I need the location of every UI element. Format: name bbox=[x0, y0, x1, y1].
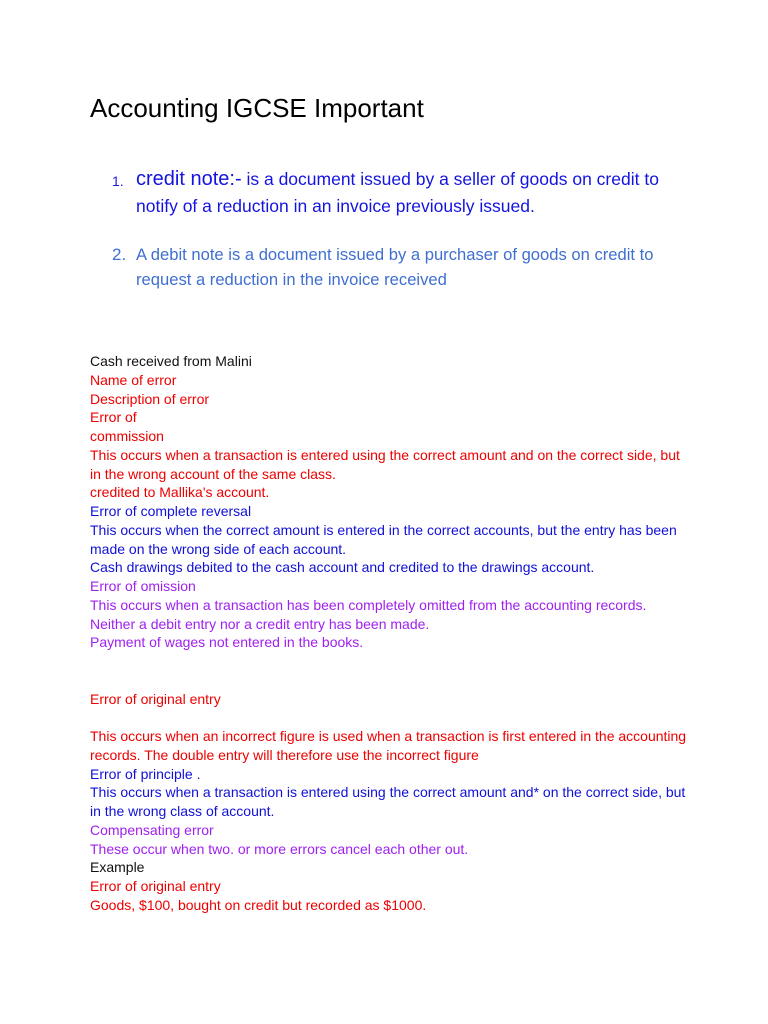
note-line: commission bbox=[90, 428, 164, 444]
spacer bbox=[90, 708, 690, 727]
note-line: Cash received from Malini bbox=[90, 353, 252, 369]
note-line: This occurs when a transaction is entered using the correct amount and on the correct side, but in the wrong account of the same class. bbox=[90, 446, 680, 482]
list-number: 2. bbox=[112, 245, 127, 264]
note-line: Example bbox=[90, 859, 145, 876]
note-line: Error of omission bbox=[90, 578, 196, 594]
note-line: credited to Mallika's account. bbox=[90, 484, 270, 501]
document-title: Accounting IGCSE Important bbox=[90, 93, 424, 123]
list-number: 1. bbox=[112, 173, 124, 189]
note-line: Name of error bbox=[90, 371, 177, 388]
note-line: This occurs when a transaction has been completely omitted from the accounting records. bbox=[90, 596, 647, 613]
credit-note-definition bbox=[136, 166, 696, 220]
note-line: These occur when two. or more errors cancel each other out. bbox=[90, 840, 469, 857]
debit-note-definition: A debit note is a document issued by a purchaser of goods on credit to request a reduction in the invoice received bbox=[136, 245, 654, 289]
note-line: Error of original entry bbox=[90, 690, 221, 707]
note-line: Cash drawings debited to the cash account and credited to the drawings account. bbox=[90, 559, 595, 576]
note-line: This occurs when a transaction is entered using the correct amount and* on the correct side, but in the wrong class of account. bbox=[90, 784, 686, 819]
note-line: Error of bbox=[90, 409, 137, 426]
note-line: Error of original entry bbox=[90, 878, 221, 894]
spacer bbox=[90, 652, 690, 690]
errors-notes bbox=[90, 352, 690, 915]
note-line: Compensating error bbox=[90, 821, 214, 838]
credit-note-text: is a document issued by a seller of goods on credit to notify of a reduction in an invoice previously issued. bbox=[136, 169, 659, 216]
note-line: Payment of wages not entered in the books. bbox=[90, 634, 364, 651]
credit-note-term: credit note:- bbox=[136, 168, 242, 190]
note-line: Error of principle . bbox=[90, 765, 201, 782]
note-line: Neither a debit entry nor a credit entry has been made. bbox=[90, 615, 430, 632]
note-line: Goods, $100, bought on credit but recorded as $1000. bbox=[90, 896, 427, 913]
note-line: This occurs when an incorrect figure is used when a transaction is first entered in the accounting records. The double entry will therefore use the incorrect figure bbox=[90, 728, 687, 763]
note-line: Description of error bbox=[90, 390, 210, 407]
note-line: This occurs when the correct amount is entered in the correct accounts, but the entry has been made on the wrong side of each account. bbox=[90, 521, 677, 557]
note-line: Error of complete reversal bbox=[90, 503, 252, 519]
